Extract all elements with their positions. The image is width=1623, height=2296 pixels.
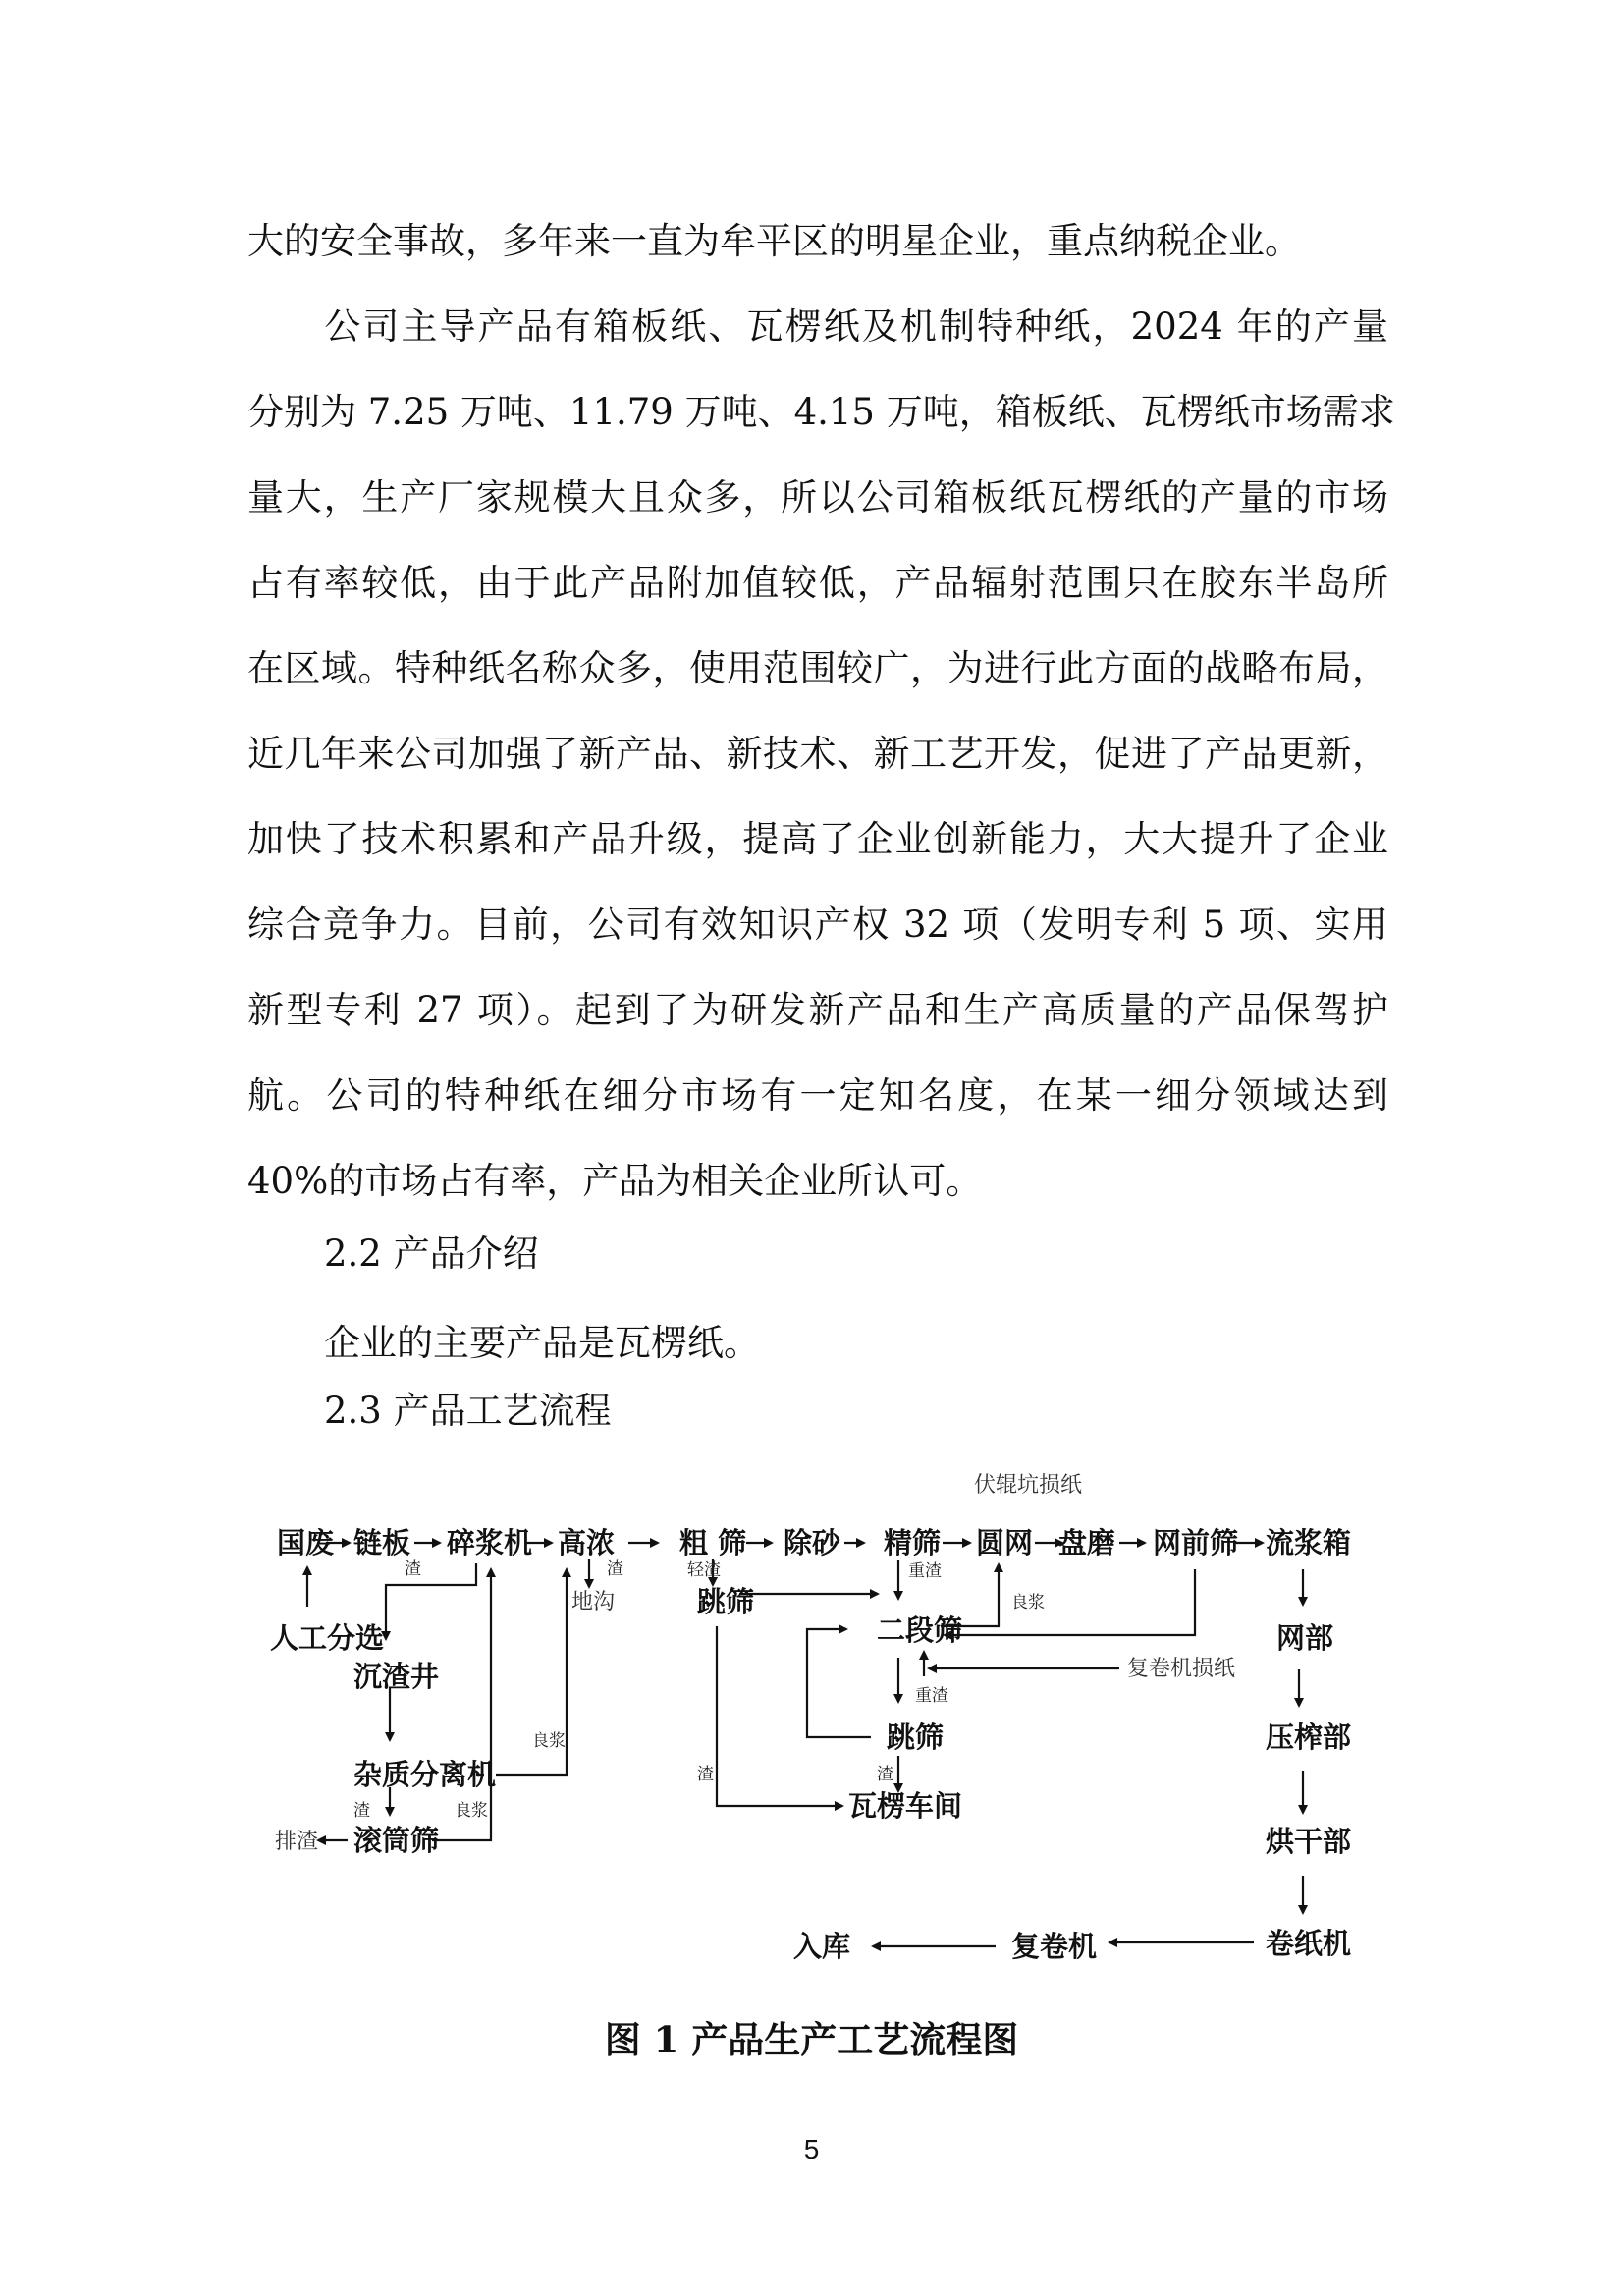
node-guntong: 滚筒筛 (353, 1824, 440, 1857)
node-dikou: 地沟 (571, 1590, 616, 1614)
node-yazhabu: 压榨部 (1266, 1721, 1352, 1754)
text-line: 占有率较低，由于此产品附加值较低，产品辐射范围只在胶东半岛所 (247, 562, 1388, 604)
text-line: 分别为 7.25 万吨、11.79 万吨、4.15 万吨，箱板纸、瓦楞纸市场需求 (247, 391, 1395, 433)
section-heading-2-3: 2.3 产品工艺流程 (324, 1390, 612, 1432)
text-line: 综合竞争力。目前，公司有效知识产权 32 项（发明专利 5 项、实用 (247, 903, 1388, 946)
label-zha: 渣 (405, 1559, 421, 1579)
text-line: 40%的市场占有率，产品为相关企业所认可。 (247, 1160, 983, 1202)
node-juanzhiji: 卷纸机 (1266, 1927, 1352, 1960)
node-chenzhajing: 沉渣井 (353, 1660, 440, 1693)
label-zha: 渣 (353, 1801, 370, 1821)
label-liangjiang: 良浆 (455, 1801, 488, 1821)
label-zha: 渣 (877, 1765, 893, 1784)
node-honggan: 烘干部 (1266, 1825, 1352, 1858)
node-gaonong: 高浓 (558, 1526, 616, 1559)
label-zha: 渣 (697, 1765, 714, 1784)
text-line: 新型专利 27 项）。起到了为研发新产品和生产高质量的产品保驾护 (247, 989, 1388, 1031)
label-zhongzha: 重渣 (915, 1686, 948, 1706)
node-tiaoshai-2: 跳筛 (887, 1721, 945, 1754)
node-yuanwang: 圆网 (976, 1526, 1034, 1559)
section-heading-2-2: 2.2 产品介绍 (324, 1232, 539, 1275)
label-qingzha: 轻渣 (687, 1560, 721, 1580)
label-fugun-sunzhi: 伏辊坑损纸 (974, 1473, 1083, 1498)
node-tiaoshai-1: 跳筛 (697, 1585, 755, 1618)
arrow-tiaoshai2-loop (807, 1629, 871, 1737)
label-liangjiang: 良浆 (1011, 1593, 1045, 1613)
text-line: 航。公司的特种纸在细分市场有一定知名度，在某一细分领域达到 (247, 1074, 1388, 1117)
text-line: 加快了技术积累和产品升级，提高了企业创新能力，大大提升了企业 (247, 818, 1388, 860)
node-fujuanji: 复卷机 (1011, 1930, 1098, 1963)
page-number: 5 (803, 2134, 820, 2164)
label-fujuan-sunzhi: 复卷机损纸 (1127, 1657, 1236, 1681)
node-zazhi: 杂质分离机 (353, 1758, 497, 1791)
node-jingshai: 精筛 (884, 1526, 942, 1559)
node-walengchejian: 瓦楞车间 (848, 1789, 963, 1823)
label-zha: 渣 (607, 1559, 623, 1579)
node-panmo: 盘磨 (1058, 1526, 1116, 1559)
node-suijiangji: 碎浆机 (447, 1526, 533, 1559)
arrow-guntong-suijiangji (432, 1569, 491, 1840)
node-liujiangxiang: 流浆箱 (1266, 1526, 1352, 1559)
node-chusha: 除砂 (784, 1526, 841, 1559)
text-line: 量大，生产厂家规模大且众多，所以公司箱板纸瓦楞纸的产量的市场 (247, 476, 1388, 519)
label-liangjiang: 良浆 (532, 1731, 566, 1751)
arrow-suijiangji-chenzhajing (386, 1563, 476, 1639)
text-line: 公司主导产品有箱板纸、瓦楞纸及机制特种纸，2024 年的产量 (247, 305, 1388, 348)
node-paizha: 排渣 (275, 1830, 319, 1854)
node-cushai: 粗 筛 (679, 1526, 747, 1559)
text-line: 近几年来公司加强了新产品、新技术、新工艺开发，促进了产品更新， (247, 733, 1388, 775)
node-ruku: 入库 (793, 1930, 851, 1963)
text-line: 在区域。特种纸名称众多，使用范围较广，为进行此方面的战略布局， (247, 647, 1388, 689)
node-wangqianshai: 网前筛 (1153, 1526, 1239, 1559)
node-wangbu: 网部 (1276, 1621, 1334, 1655)
section-2-2-text: 企业的主要产品是瓦楞纸。 (324, 1322, 760, 1364)
node-guofei: 国废 (277, 1526, 335, 1559)
arrow-tiaoshai-walengchejian (717, 1626, 842, 1806)
text-line: 大的安全事故，多年来一直为牟平区的明星企业，重点纳税企业。 (247, 220, 1301, 262)
node-rengong: 人工分选 (270, 1621, 385, 1655)
figure-caption: 图 1 产品生产工艺流程图 (604, 2018, 1019, 2061)
label-zhongzha: 重渣 (908, 1561, 942, 1581)
node-lianban: 链板 (353, 1526, 411, 1559)
node-erduanshai: 二段筛 (877, 1613, 963, 1647)
